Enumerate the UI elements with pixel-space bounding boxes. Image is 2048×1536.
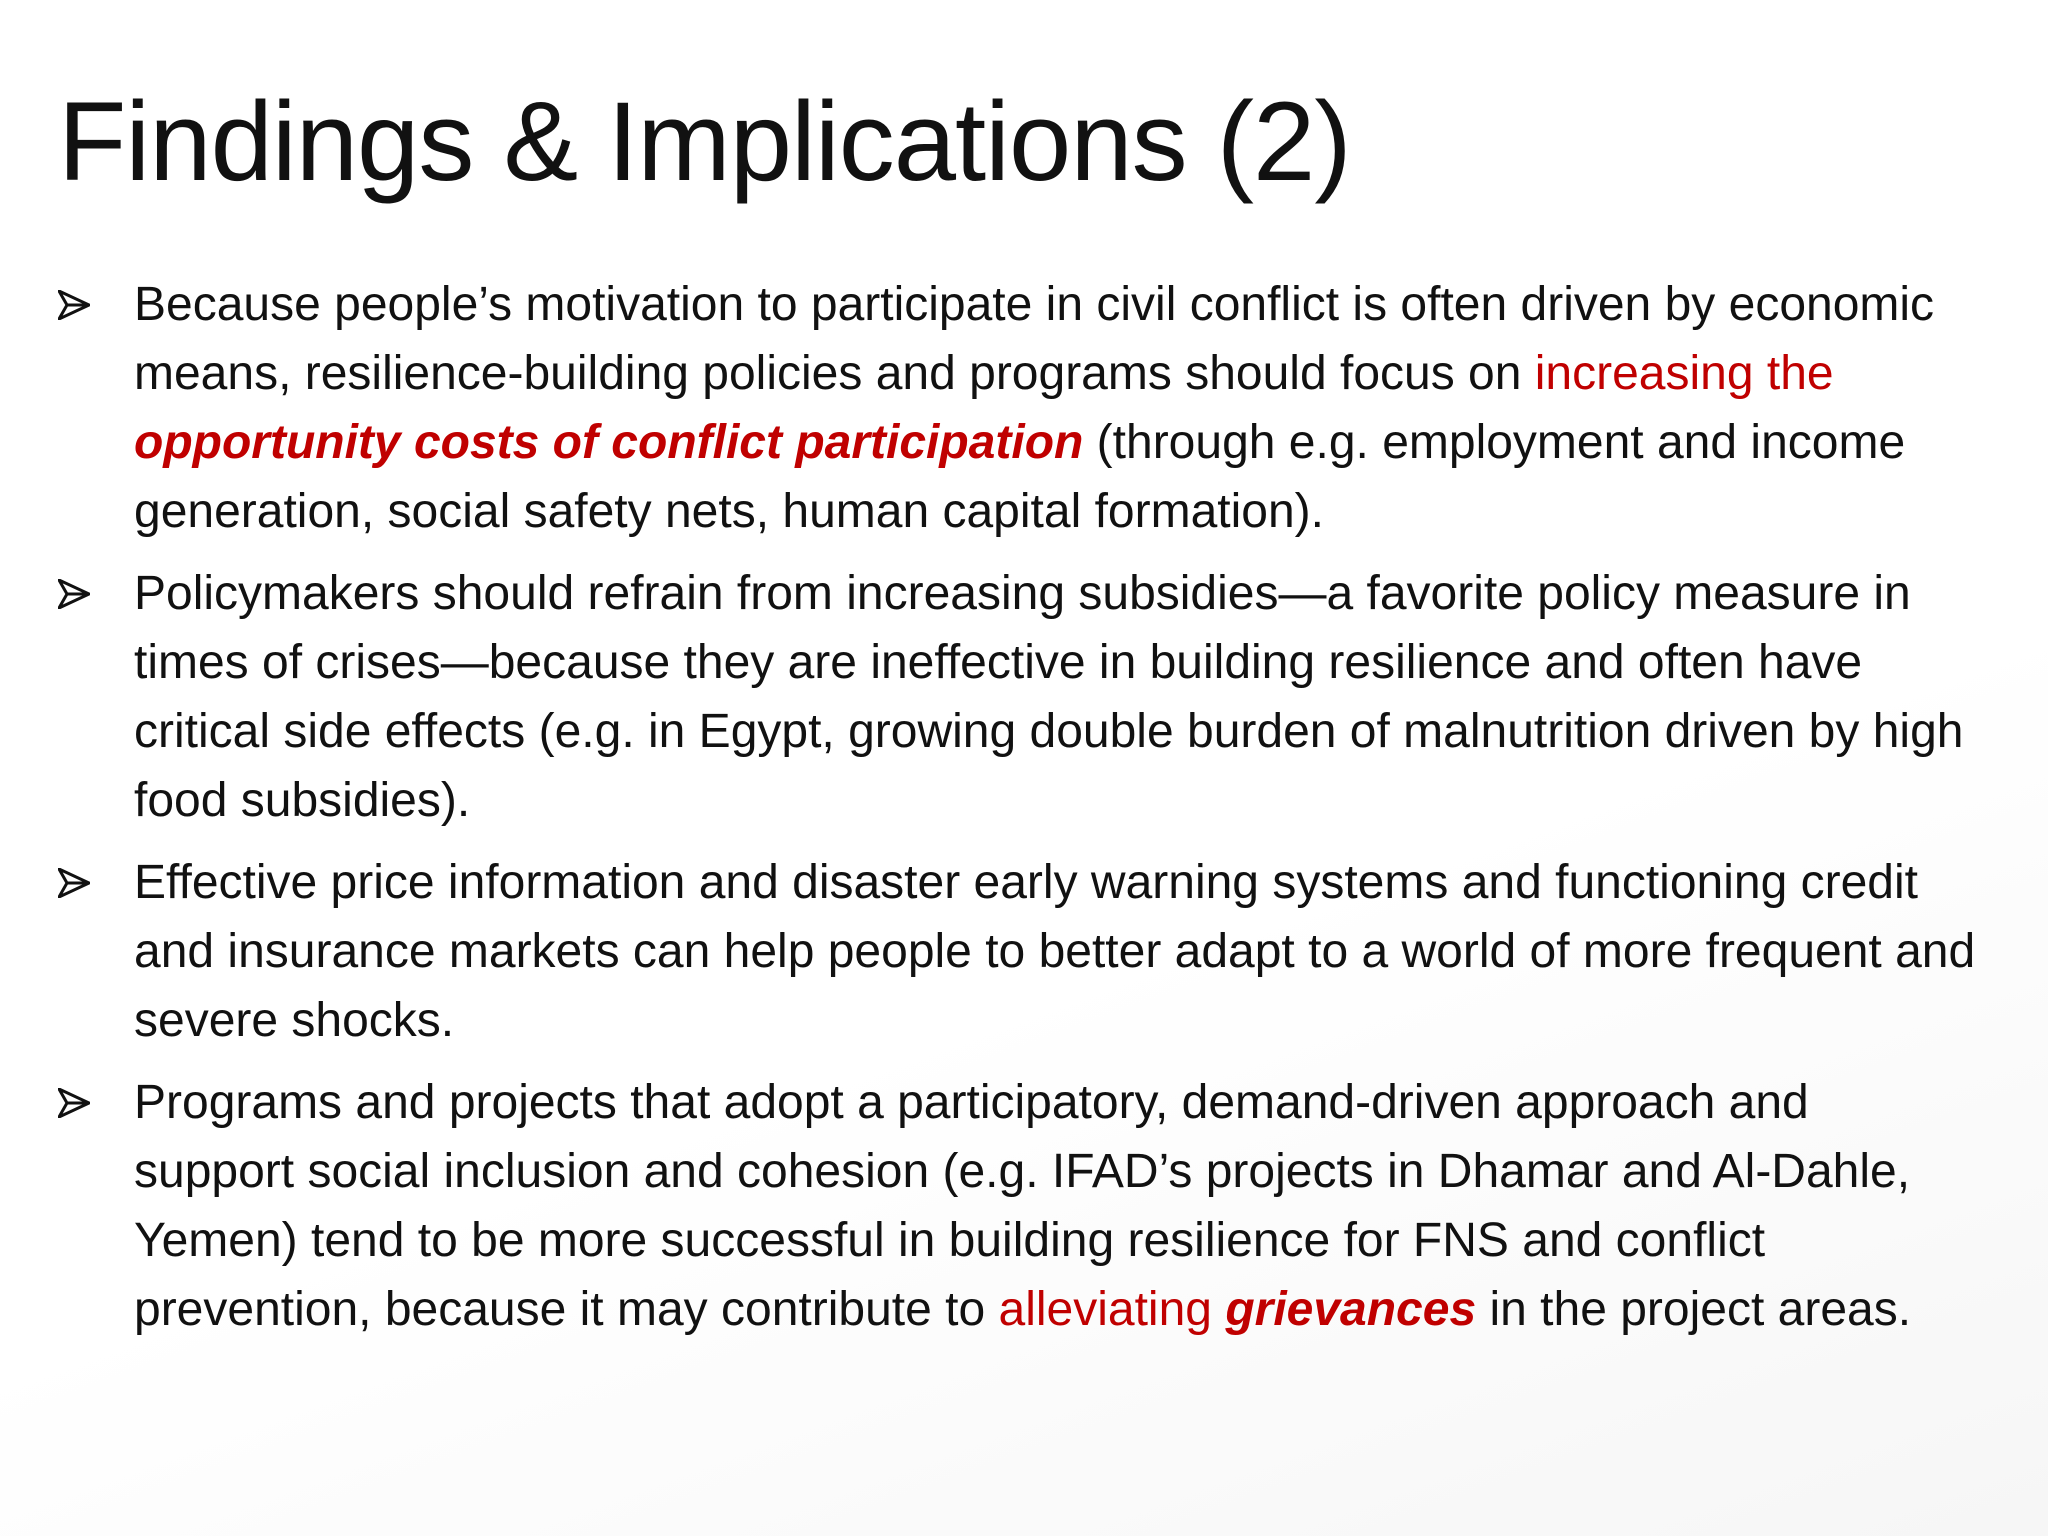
highlight-text: increasing the — [1534, 347, 1834, 400]
arrowhead-bullet-icon — [58, 848, 98, 917]
emphasis-text: grievances — [1225, 1283, 1477, 1336]
slide-title: Findings & Implications (2) — [58, 79, 1351, 204]
bullet-item-opportunity-costs — [58, 270, 1978, 546]
bullet-text-tail: (through e.g. employment and income generation, social safety nets, human capital formation). — [134, 416, 1906, 538]
bullet-text-tail: in the project areas. — [1476, 1283, 1912, 1336]
arrowhead-bullet-icon — [58, 270, 98, 339]
emphasis-text: opportunity costs of conflict participation — [134, 416, 1084, 469]
arrowhead-bullet-icon — [58, 559, 98, 628]
bullet-text: Programs and projects that adopt a participatory, demand-driven approach and support social inclusion and cohesion (e.g. IFAD’s projects in Dhamar and Al-Dahle, Yemen) tend to be more successful in building resilience for FNS and conflict prevention, because it may contribute to — [134, 1076, 1911, 1336]
highlight-text: alleviating — [998, 1283, 1226, 1336]
bullet-text: Because people’s motivation to participate in civil conflict is often driven by economic means, resilience-building policies and programs should focus on — [134, 278, 1935, 400]
bullet-item-participatory — [58, 1068, 1978, 1344]
bullet-item-subsidies — [58, 559, 1978, 835]
bullet-list — [58, 270, 1978, 1357]
arrowhead-bullet-icon — [58, 1068, 98, 1137]
bullet-text: Effective price information and disaster early warning systems and functioning credit and insurance markets can help people to better adapt to a world of more frequent and severe shocks. — [134, 856, 1976, 1047]
bullet-text: Policymakers should refrain from increasing subsidies—a favorite policy measure in times of crises—because they are ineffective in building resilience and often have critical side effects (e.g. in Egypt, growing double burden of malnutrition driven by high food subsidies). — [134, 567, 1964, 827]
bullet-item-early-warning — [58, 848, 1978, 1055]
